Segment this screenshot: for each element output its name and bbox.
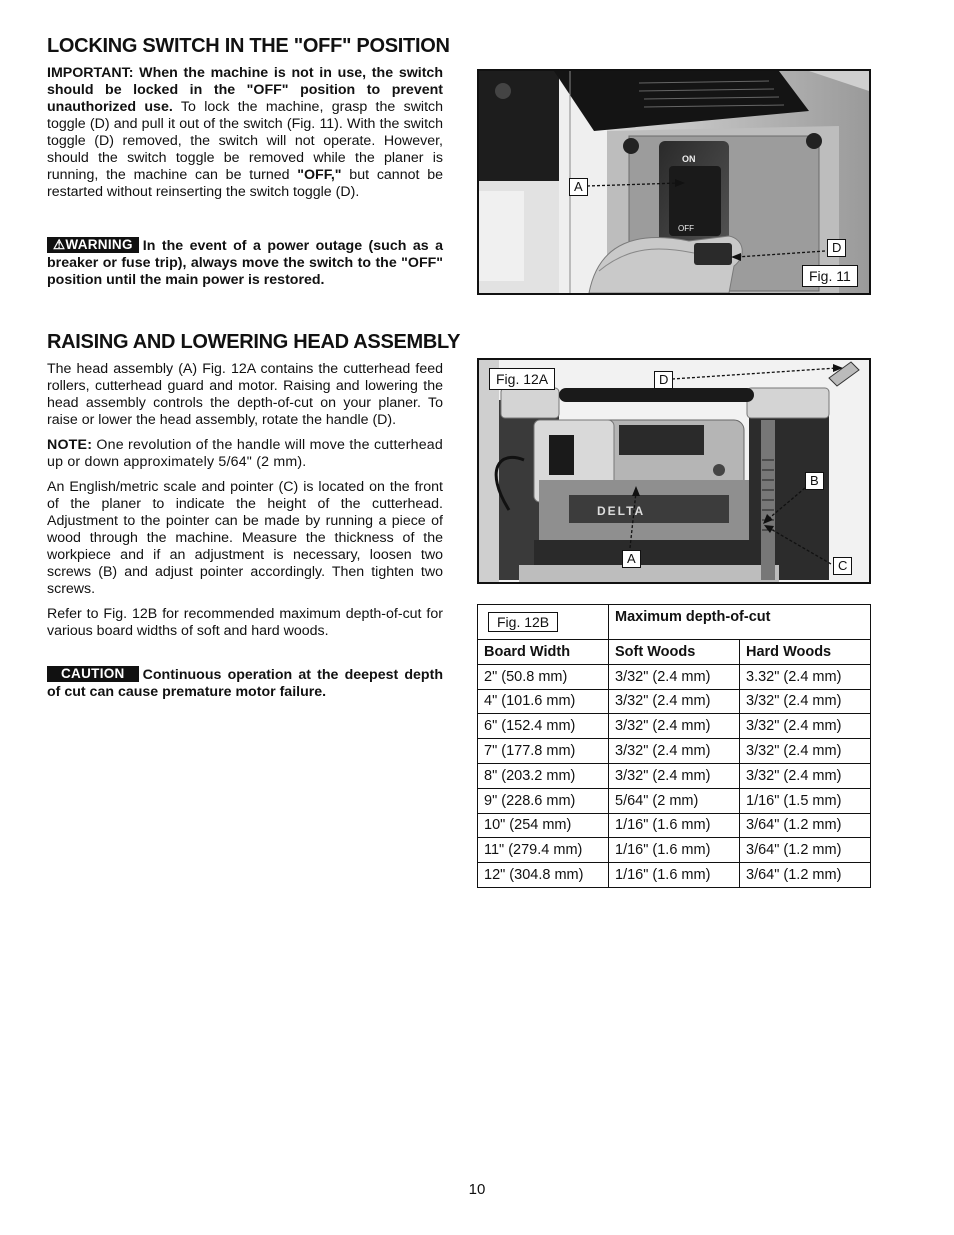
callout-a: A — [569, 178, 588, 196]
hard-wood-cell: 3/64" (1.2 mm) — [740, 813, 871, 838]
soft-wood-cell: 1/16" (1.6 mm) — [609, 813, 740, 838]
hard-wood-cell: 3/32" (2.4 mm) — [740, 714, 871, 739]
table-row — [478, 863, 871, 888]
important-paragraph — [47, 65, 443, 201]
note-paragraph — [47, 437, 443, 471]
callout-d-12a: D — [654, 371, 673, 389]
warning-badge: ⚠WARNING — [47, 237, 139, 253]
board-width-cell: 2" (50.8 mm) — [478, 664, 609, 689]
board-width-cell: 4" (101.6 mm) — [478, 689, 609, 714]
page-number: 10 — [468, 1181, 486, 1198]
soft-wood-cell: 3/32" (2.4 mm) — [609, 763, 740, 788]
caution-text: Continuous operation at the deepest depth of cut can cause premature motor failure. — [47, 667, 443, 700]
locking-switch-text — [47, 65, 443, 209]
header-hard-woods: Hard Woods — [740, 640, 871, 665]
board-width-cell: 11" (279.4 mm) — [478, 838, 609, 863]
table-row — [478, 813, 871, 838]
table-group-header-row — [478, 605, 871, 640]
switch-on-text: ON — [682, 154, 696, 164]
section-title-locking-switch: LOCKING SWITCH IN THE "OFF" POSITION — [47, 35, 450, 57]
hard-wood-cell: 3/32" (2.4 mm) — [740, 739, 871, 764]
board-width-cell: 12" (304.8 mm) — [478, 863, 609, 888]
delta-logo-text: DELTA — [597, 504, 646, 518]
table-row — [478, 838, 871, 863]
board-width-cell: 9" (228.6 mm) — [478, 788, 609, 813]
depth-of-cut-table — [477, 604, 871, 888]
hard-wood-cell: 3/64" (1.2 mm) — [740, 838, 871, 863]
table-header-row — [478, 640, 871, 665]
lock-instructions: To lock the machine, grasp the switch toggle (D) and pull it out of the switch (Fig. 11). With the switch toggle (D) removed, the switch will not operate. However, should the switch toggle be removed while the planer is running, the machine can be turned — [47, 99, 444, 183]
soft-wood-cell: 3/32" (2.4 mm) — [609, 664, 740, 689]
switch-off-text: OFF — [678, 224, 694, 233]
hard-wood-cell: 3/64" (1.2 mm) — [740, 863, 871, 888]
off-emphasis: "OFF," — [297, 167, 342, 183]
head-assembly-paragraph: The head assembly (A) Fig. 12A contains the cutterhead feed rollers, cutterhead guard and motor. Raising and lowering the head assembly controls the depth-of-cut on your planer. To raise or lower the head assembly, rotate the handle (D). — [47, 361, 443, 428]
table-row — [478, 664, 871, 689]
fig-12b-label-cell — [478, 605, 609, 640]
refer-paragraph: Refer to Fig. 12B for recommended maximum depth-of-cut for various board widths of soft and hard woods. — [47, 606, 443, 639]
fig-12a-photo — [477, 358, 871, 584]
hard-wood-cell: 3/32" (2.4 mm) — [740, 689, 871, 714]
scale-pointer-paragraph: An English/metric scale and pointer (C) is located on the front of the planer to indicate the height of the cutterhead. Adjustment to the pointer can be made by running a piece of wood through the machine. Measure the thickness of the workpiece and if an adjustment is necessary, loosen two screws (B) and adjust pointer accordingly. Then tighten two screws. — [47, 479, 443, 597]
fig-11-label: Fig. 11 — [802, 265, 858, 287]
callout-c: C — [833, 557, 852, 575]
table-row — [478, 763, 871, 788]
fig-12a-leader-lines — [479, 360, 869, 582]
raising-head-text — [47, 361, 443, 648]
fig-12b-label: Fig. 12B — [488, 612, 558, 632]
board-width-cell: 7" (177.8 mm) — [478, 739, 609, 764]
hard-wood-cell: 3/32" (2.4 mm) — [740, 763, 871, 788]
caution-paragraph — [47, 666, 443, 701]
board-width-cell: 10" (254 mm) — [478, 813, 609, 838]
max-depth-header: Maximum depth-of-cut — [609, 605, 871, 640]
callout-d: D — [827, 239, 846, 257]
fig-12a-label: Fig. 12A — [489, 368, 555, 390]
fig-11-leader-lines — [479, 71, 869, 293]
hard-wood-cell: 3.32" (2.4 mm) — [740, 664, 871, 689]
soft-wood-cell: 3/32" (2.4 mm) — [609, 714, 740, 739]
callout-b: B — [805, 472, 824, 490]
table-row — [478, 689, 871, 714]
soft-wood-cell: 1/16" (1.6 mm) — [609, 838, 740, 863]
warning-text: In the event of a power outage (such as a breaker or fuse trip), always move the switch to the "OFF" position until the main power is restored. — [47, 238, 443, 288]
soft-wood-cell: 3/32" (2.4 mm) — [609, 689, 740, 714]
important-statement: IMPORTANT: When the machine is not in use, the switch should be locked in the "OFF" position to prevent unauthorized use. — [47, 65, 443, 115]
restart-note: but cannot be restarted without reinserting the switch toggle (D). — [47, 167, 443, 200]
hard-wood-cell: 1/16" (1.5 mm) — [740, 788, 871, 813]
soft-wood-cell: 3/32" (2.4 mm) — [609, 739, 740, 764]
warning-paragraph — [47, 237, 443, 289]
soft-wood-cell: 1/16" (1.6 mm) — [609, 863, 740, 888]
header-board-width: Board Width — [478, 640, 609, 665]
callout-a-12a: A — [622, 550, 641, 568]
soft-wood-cell: 5/64" (2 mm) — [609, 788, 740, 813]
board-width-cell: 8" (203.2 mm) — [478, 763, 609, 788]
section-title-raising-head: RAISING AND LOWERING HEAD ASSEMBLY — [47, 331, 461, 353]
table-row — [478, 739, 871, 764]
note-label: NOTE: — [47, 437, 93, 453]
fig-11-photo — [477, 69, 871, 295]
warning-label: WARNING — [65, 237, 133, 252]
table-row — [478, 714, 871, 739]
note-text: One revolution of the handle will move the cutterhead up or down approximately 5/64" (2 mm). — [47, 437, 443, 470]
table-row — [478, 788, 871, 813]
board-width-cell: 6" (152.4 mm) — [478, 714, 609, 739]
header-soft-woods: Soft Woods — [609, 640, 740, 665]
caution-badge: CAUTION — [47, 666, 139, 682]
